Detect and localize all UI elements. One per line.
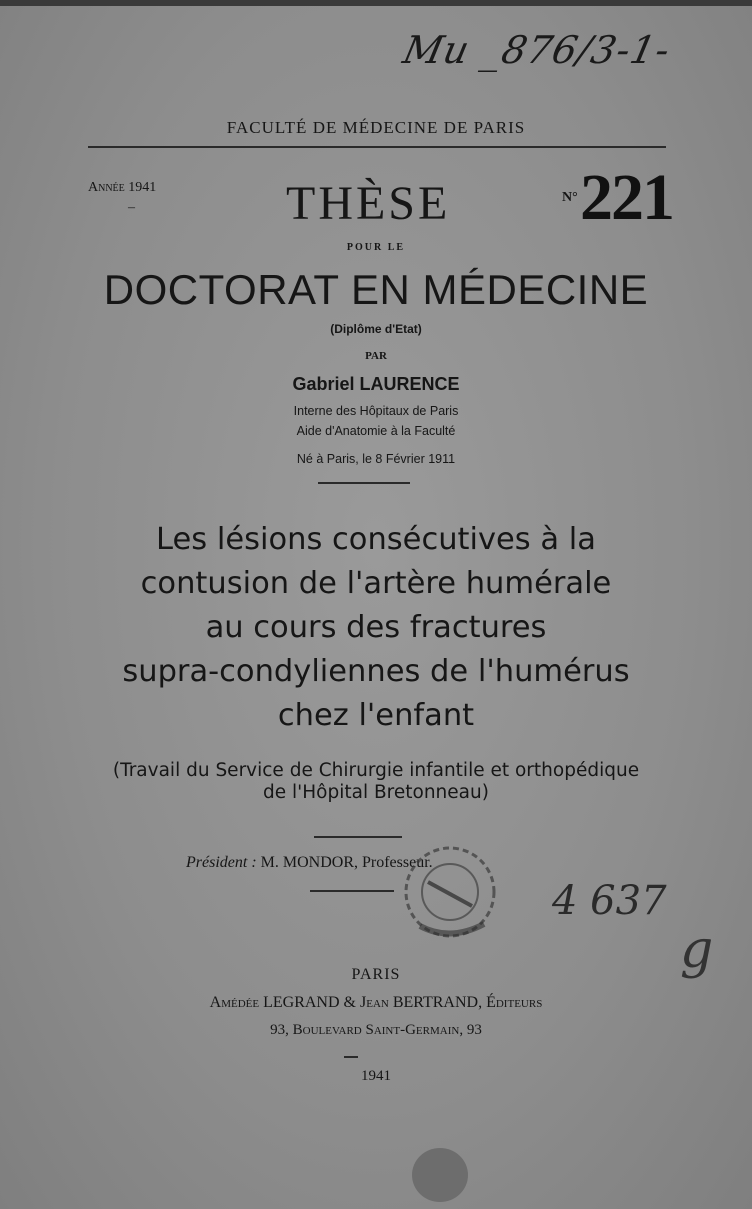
publisher-name: Amédée LEGRAND & Jean BERTRAND, Éditeurs [209, 994, 543, 1011]
diplome-note: (Diplôme d'Etat) [330, 322, 422, 336]
thesis-title-line: contusion de l'artère humérale [140, 566, 612, 601]
author-role-2: Aide d'Anatomie à la Faculté [296, 424, 456, 438]
work-note-line: (Travail du Service de Chirurgie infantile et orthopédique [112, 760, 640, 781]
author-rule [318, 482, 410, 484]
thesis-title [0, 518, 752, 738]
work-note [0, 760, 752, 804]
thesis-number-label: N° [562, 190, 578, 205]
author-role-1: Interne des Hôpitaux de Paris [293, 404, 459, 418]
thesis-title-line: Les lésions consécutives à la [156, 522, 596, 557]
these-title: THÈSE [286, 177, 451, 230]
publisher-city: PARIS [351, 966, 401, 983]
pour-le: POUR LE [346, 242, 406, 253]
thesis-title-line: au cours des fractures [205, 610, 547, 645]
publication-year: 1941 [361, 1068, 391, 1084]
year-rule [344, 1056, 358, 1058]
thesis-title-line: supra-condyliennes de l'humérus [122, 654, 630, 689]
faculty-rule [88, 146, 666, 148]
president-name: M. MONDOR, Professeur. [260, 854, 433, 871]
ink-blot [412, 1148, 468, 1202]
faculty-heading: FACULTÉ DE MÉDECINE DE PARIS [226, 118, 526, 137]
handwritten-margin-mark: g [680, 920, 714, 980]
author-birth: Né à Paris, le 8 Février 1911 [296, 452, 456, 466]
library-stamp-icon [380, 826, 514, 946]
work-note-line: de l'Hôpital Bretonneau) [263, 782, 489, 803]
degree-title: DOCTORAT EN MÉDECINE [103, 266, 649, 313]
par-label: PAR [365, 350, 387, 362]
thesis-title-line: chez l'enfant [277, 698, 475, 733]
year-dash: – [128, 200, 135, 215]
publisher-address: 93, Boulevard Saint-Germain, 93 [270, 1022, 482, 1038]
handwritten-shelfmark: Mu _876/3-1- [399, 28, 675, 72]
author-name: Gabriel LAURENCE [292, 374, 460, 394]
handwritten-margin-number: 4 637 [552, 878, 667, 924]
top-edge-shadow [0, 0, 752, 6]
president-label: Président : [186, 854, 257, 871]
thesis-number: 221 [580, 161, 673, 234]
year-label: Année 1941 [88, 180, 157, 195]
